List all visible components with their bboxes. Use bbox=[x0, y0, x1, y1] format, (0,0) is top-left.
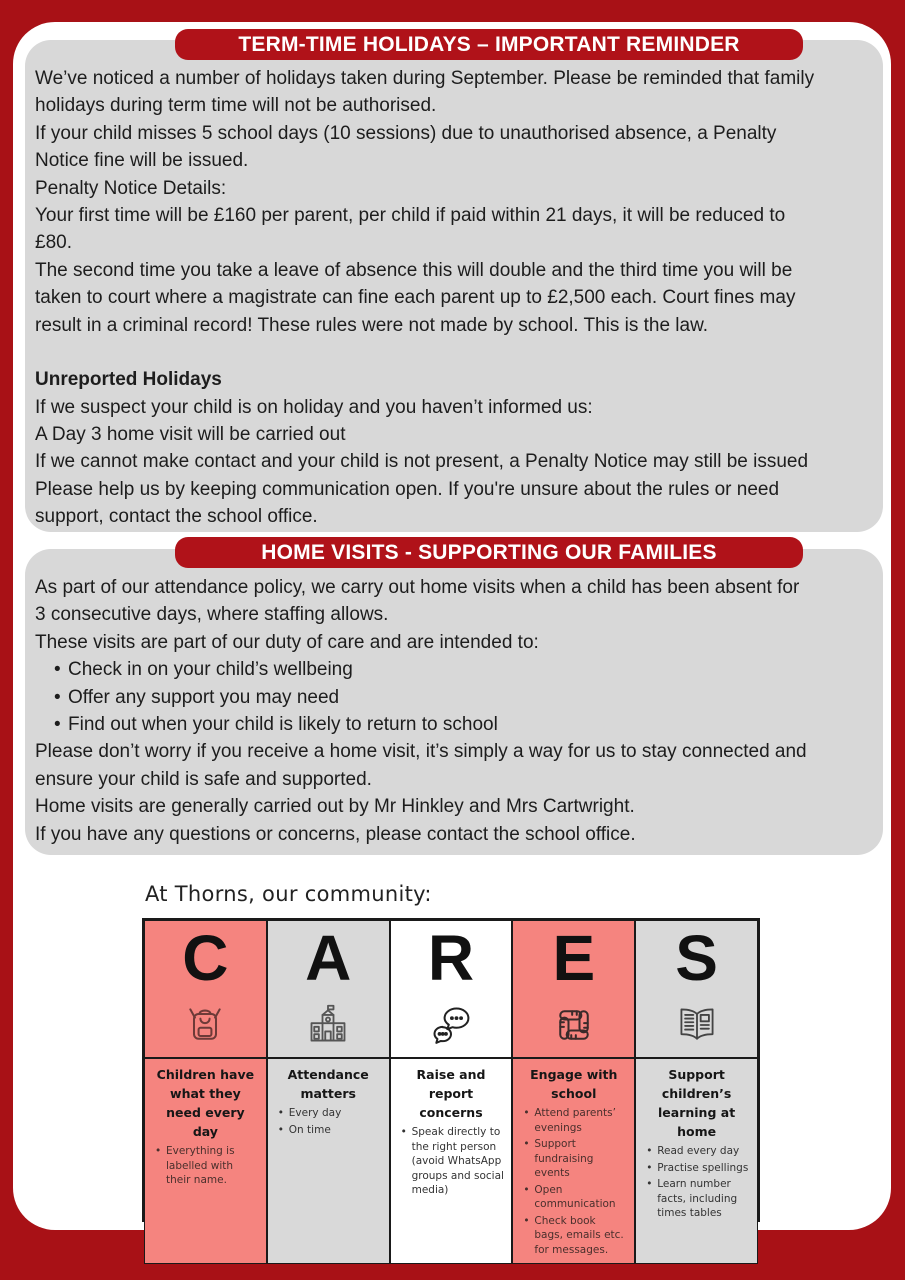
cares-letter-r: R bbox=[427, 922, 475, 994]
cares-s-title: Support children’s learning at home bbox=[658, 1067, 736, 1139]
cares-e-bullet: • Open communication bbox=[520, 1183, 627, 1212]
term-time-line: Penalty Notice Details: bbox=[35, 177, 227, 199]
term-time-line: holidays during term time will not be authorised. bbox=[35, 95, 437, 117]
term-time-line: If we suspect your child is on holiday and you haven’t informed us: bbox=[35, 396, 593, 418]
home-visits-bullet: • Find out when your child is likely to return to school bbox=[35, 711, 875, 738]
cares-s-bullet: • Read every day bbox=[643, 1144, 750, 1159]
term-time-line: Notice fine will be issued. bbox=[35, 150, 249, 172]
home-visits-panel bbox=[25, 549, 883, 855]
cares-letter-e: E bbox=[552, 922, 596, 994]
cares-heading: At Thorns, our community: bbox=[145, 882, 432, 906]
cares-e-title: Engage with school bbox=[530, 1067, 618, 1101]
home-visits-bullet: • Offer any support you may need bbox=[35, 684, 875, 711]
cares-r-title: Raise and report concerns bbox=[416, 1067, 486, 1120]
term-time-line: If your child misses 5 school days (10 sessions) due to unauthorised absence, a Penalty bbox=[35, 122, 777, 144]
unreported-holidays-heading: Unreported Holidays bbox=[35, 369, 222, 391]
cares-c-bullet: • Everything is labelled with their name. bbox=[152, 1144, 259, 1188]
cares-r-bullet: • Speak directly to the right person (avoid WhatsApp groups and social media) bbox=[398, 1125, 505, 1198]
cares-a-bullet: • On time bbox=[275, 1123, 382, 1138]
term-time-line: support, contact the school office. bbox=[35, 506, 318, 528]
cares-column-s-body bbox=[635, 1058, 758, 1264]
cares-column-e-header bbox=[512, 920, 635, 1058]
term-time-panel bbox=[25, 40, 883, 532]
term-time-blank-line bbox=[35, 339, 875, 366]
cares-letter-s: S bbox=[675, 922, 718, 994]
home-visits-line: If you have any questions or concerns, please contact the school office. bbox=[35, 823, 636, 845]
cares-e-bullet: • Support fundraising events bbox=[520, 1137, 627, 1181]
home-visits-title: HOME VISITS - SUPPORTING OUR FAMILIES bbox=[261, 541, 717, 564]
cares-a-bullet: • Every day bbox=[275, 1106, 382, 1121]
term-time-line: £80. bbox=[35, 232, 72, 254]
cares-a-title: Attendance matters bbox=[287, 1067, 369, 1101]
term-time-line: If we cannot make contact and your child is not present, a Penalty Notice may still be issued bbox=[35, 451, 809, 473]
term-time-line: Your first time will be £160 per parent, per child if paid within 21 days, it will be reduced to bbox=[35, 204, 786, 226]
cares-c-title: Children have what they need every day bbox=[156, 1067, 255, 1139]
home-visits-line: ensure your child is safe and supported. bbox=[35, 768, 372, 790]
cares-s-bullet: • Practise spellings bbox=[643, 1161, 750, 1176]
home-visits-line: As part of our attendance policy, we carry out home visits when a child has been absent for bbox=[35, 577, 800, 598]
term-time-holidays-banner bbox=[175, 29, 803, 60]
home-visits-line: These visits are part of our duty of care and are intended to: bbox=[35, 631, 539, 653]
term-time-holidays-title: TERM-TIME HOLIDAYS – IMPORTANT REMINDER bbox=[238, 33, 740, 56]
home-visits-line: 3 consecutive days, where staffing allows. bbox=[35, 604, 389, 626]
term-time-line: result in a criminal record! These rules were not made by school. This is the law. bbox=[35, 314, 709, 336]
school-icon bbox=[306, 1003, 350, 1047]
term-time-line: taken to court where a magistrate can fine each parent up to £2,500 each. Court fines may bbox=[35, 287, 796, 309]
term-time-line: The second time you take a leave of absence this will double and the third time you will be bbox=[35, 259, 793, 281]
home-visits-line: Please don’t worry if you receive a home visit, it’s simply a way for us to stay connected and bbox=[35, 741, 807, 763]
cares-table bbox=[142, 918, 760, 1256]
term-time-line: A Day 3 home visit will be carried out bbox=[35, 424, 346, 446]
term-time-line: Please help us by keeping communication open. If you're unsure about the rules or need bbox=[35, 478, 780, 500]
cares-e-bullet: • Check book bags, emails etc. for messages. bbox=[520, 1214, 627, 1258]
home-visits-line: Home visits are generally carried out by Mr Hinkley and Mrs Cartwright. bbox=[35, 796, 635, 818]
cares-s-bullet: • Learn number facts, including times tables bbox=[643, 1177, 750, 1221]
cares-column-e-body bbox=[512, 1058, 635, 1264]
term-time-line: We’ve noticed a number of holidays taken during September. Please be reminded that family bbox=[35, 68, 815, 89]
cares-letter-a: A bbox=[305, 922, 352, 994]
home-visits-banner bbox=[175, 537, 803, 568]
backpack-icon bbox=[183, 1003, 227, 1047]
cares-column-s-header bbox=[635, 920, 758, 1058]
open-book-icon bbox=[675, 1003, 719, 1047]
hands-together-icon bbox=[552, 1003, 596, 1047]
cares-column-a-body bbox=[267, 1058, 390, 1264]
cares-column-c-header bbox=[144, 920, 267, 1058]
speech-bubbles-icon bbox=[429, 1003, 473, 1047]
cares-e-bullet: • Attend parents’ evenings bbox=[520, 1106, 627, 1135]
cares-column-r-header bbox=[390, 920, 513, 1058]
cares-column-a-header bbox=[267, 920, 390, 1058]
home-visits-bullet: • Check in on your child’s wellbeing bbox=[35, 656, 875, 683]
cares-column-c-body bbox=[144, 1058, 267, 1264]
cares-column-r-body bbox=[390, 1058, 513, 1264]
cares-letter-c: C bbox=[182, 922, 229, 994]
